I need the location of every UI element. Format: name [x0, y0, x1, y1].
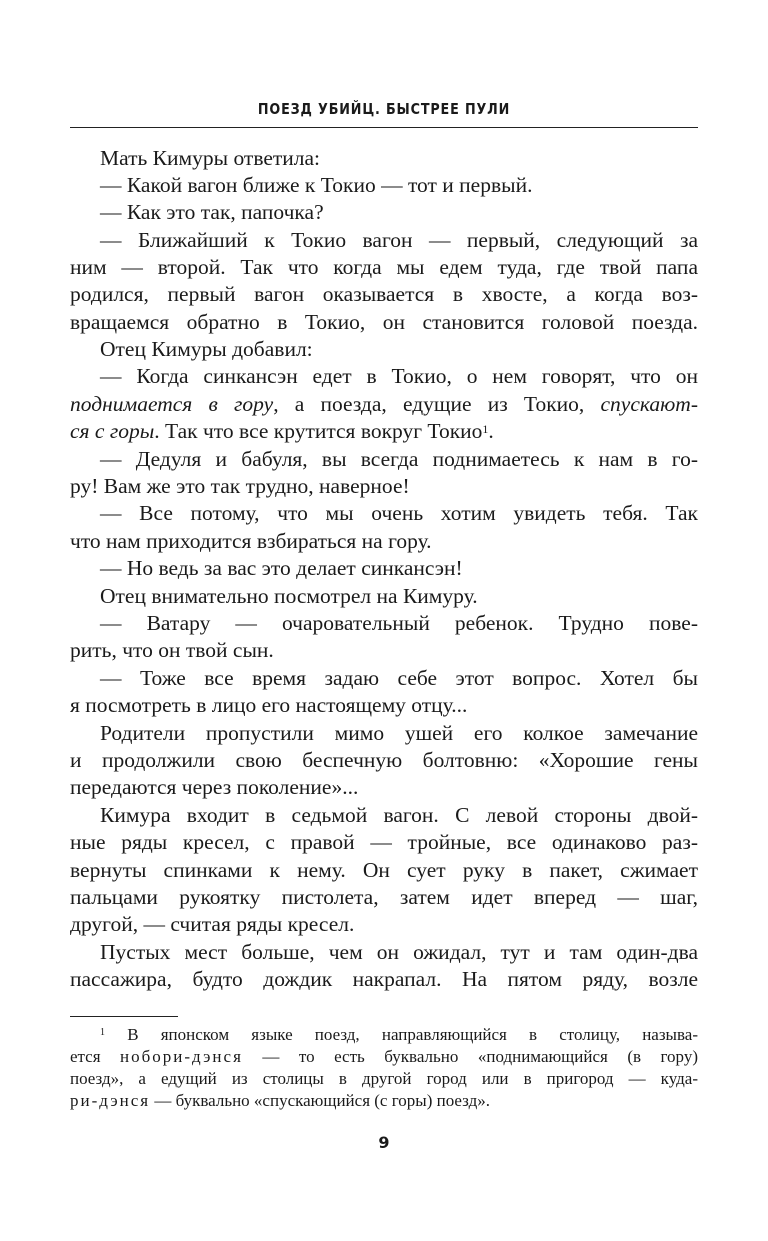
text-line: Кимура входит в седьмой вагон. С левой стороны двой-	[100, 803, 698, 827]
text-line: Мать Кимуры ответила:	[100, 146, 321, 170]
text-line: — Ближайший к Токио вагон — первый, следующий за	[100, 228, 698, 252]
text-line: — Тоже все время задаю себе этот вопрос. Хотел бы	[100, 666, 698, 690]
footnote-text: ется	[70, 1047, 121, 1066]
text-span: .	[488, 419, 494, 443]
text-line: что нам приходится взбираться на гору.	[70, 529, 432, 553]
text-line: вернуты спинками к нему. Он сует руку в пакет, сжимает	[70, 858, 698, 882]
footnote-line	[70, 1046, 698, 1068]
text-line: — Ватару — очаровательный ребенок. Трудно пове-	[100, 611, 698, 635]
text-line: — Дедуля и бабуля, вы всегда поднимаетесь к нам в го-	[100, 447, 698, 471]
text-line: Пустых мест больше, чем он ожидал, тут и там один-два	[100, 940, 698, 964]
text-line: вращаемся обратно в Токио, он становится головой поезда.	[70, 310, 698, 334]
text-span: . Так что все крутится вокруг Токио	[154, 419, 483, 443]
footnote-text: — то есть буквально «поднимающийся (в гору)	[242, 1047, 698, 1066]
text-line: — Когда синкансэн едет в Токио, о нем говорят, что он	[100, 364, 698, 388]
text-line: другой, — считая ряды кресел.	[70, 912, 355, 936]
footnote-term: ри-дэнся	[70, 1091, 151, 1110]
text-line: родился, первый вагон оказывается в хвосте, а когда воз-	[70, 282, 698, 306]
text-line: Родители пропустили мимо ушей его колкое замечание	[100, 721, 698, 745]
text-line: и продолжили свою беспечную болтовню: «Хорошие гены	[70, 748, 698, 772]
text-line: я посмотреть в лицо его настоящему отцу...	[70, 693, 468, 717]
italic-text: поднимается в гору	[70, 392, 274, 416]
text-line: Отец Кимуры добавил:	[100, 337, 313, 361]
text-line: — Как это так, папочка?	[100, 200, 324, 224]
footnote-line	[70, 1090, 698, 1112]
text-line: ним — второй. Так что когда мы едем туда, где твой папа	[70, 255, 698, 279]
footnote-marker: 1	[100, 1027, 105, 1038]
text-line	[70, 418, 698, 444]
page-number: 9	[378, 1133, 390, 1152]
footnote-text: В японском языке поезд, направляющийся в столицу, называ-	[127, 1025, 698, 1044]
italic-text: спускают-	[600, 392, 698, 416]
text-line	[70, 391, 698, 417]
running-header: ПОЕЗД УБИЙЦ. БЫСТРЕЕ ПУЛИ	[257, 100, 511, 118]
text-line: пальцами рукоятку пистолета, затем идет вперед — шаг,	[70, 885, 698, 909]
footnote-line	[70, 1024, 698, 1046]
text-line: пассажира, будто дождик накрапал. На пятом ряду, возле	[70, 967, 698, 991]
footnote-line: поезд», а едущий из столицы в другой город или в пригород — куда-	[70, 1069, 698, 1088]
text-line: рить, что он твой сын.	[70, 638, 274, 662]
text-line: ные ряды кресел, с правой — тройные, все одинаково раз-	[70, 830, 698, 854]
text-line: Отец внимательно посмотрел на Кимуру.	[100, 584, 478, 608]
text-line: передаются через поколение»...	[70, 775, 359, 799]
text-span: , а поезда, едущие из Токио,	[273, 392, 601, 416]
text-line: — Но ведь за вас это делает синкансэн!	[100, 556, 463, 580]
header-rule	[70, 127, 698, 128]
footnote-rule	[70, 1016, 178, 1017]
footnote-text: — буквально «спускающийся (с горы) поезд».	[150, 1091, 490, 1110]
footnote-term: нобори-дэнся	[120, 1047, 243, 1066]
italic-text: ся с горы	[70, 419, 155, 443]
text-line: ру! Вам же это так трудно, наверное!	[70, 474, 410, 498]
text-line: — Все потому, что мы очень хотим увидеть тебя. Так	[100, 501, 698, 525]
text-line: — Какой вагон ближе к Токио — тот и первый.	[100, 173, 533, 197]
footnote-ref[interactable]: 1	[482, 422, 489, 436]
